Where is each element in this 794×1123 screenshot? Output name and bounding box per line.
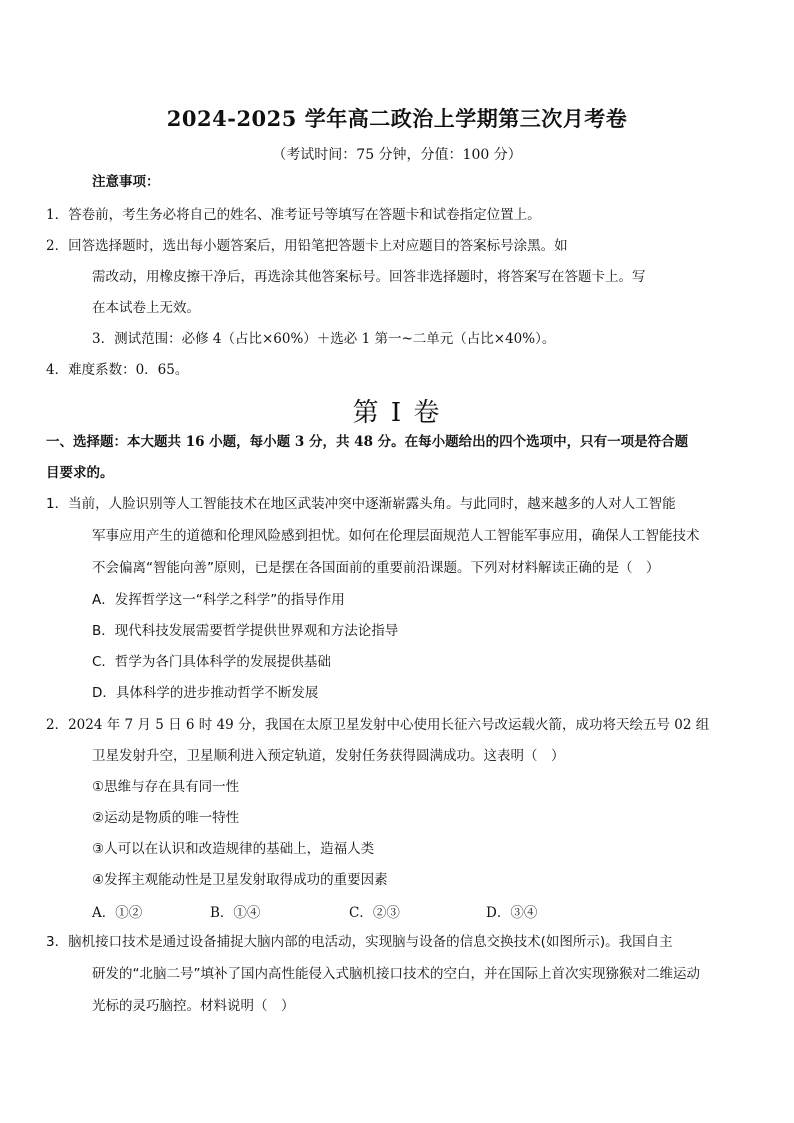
exam-subtitle: （考试时间：75 分钟，分值：100 分） <box>272 147 522 163</box>
notice-heading: 注意事项： <box>92 174 160 190</box>
q2-option-b: B．①④ <box>210 905 261 921</box>
q1-option-d: D．具体科学的进步推动哲学不断发展 <box>92 685 319 701</box>
q2-statement-2: ②运动是物质的唯一特性 <box>92 810 240 826</box>
q2-statement-4: ④发挥主观能动性是卫星发射取得成功的重要因素 <box>92 872 388 888</box>
notice-item-2-cont: 需改动，用橡皮擦干净后，再选涂其他答案标号。回答非选择题时，将答案写在答题卡上。写 <box>92 269 646 285</box>
notice-item-2: 2．回答选择题时，选出每小题答案后，用铅笔把答题卡上对应题目的答案标号涂黑。如 <box>46 238 568 254</box>
q3-stem-line-1: 3．脑机接口技术是通过设备捕捉大脑内部的电活动，实现脑与设备的信息交换技术(如图所示)。我国自主 <box>46 934 673 950</box>
exam-title: 2024-2025 学年高二政治上学期第三次月考卷 <box>166 106 628 131</box>
notice-item-2-cont2: 在本试卷上无效。 <box>92 300 200 316</box>
notice-item-1: 1．答卷前，考生务必将自己的姓名、准考证号等填写在答题卡和试卷指定位置上。 <box>46 207 541 223</box>
q1-stem-line-3: 不会偏离“智能向善”原则，已是摆在各国面前的重要前沿课题。下列对材料解读正确的是（ ） <box>92 560 660 576</box>
q2-option-d: D．③④ <box>486 905 538 921</box>
q1-stem-line-1: 1．当前，人脸识别等人工智能技术在地区武装冲突中逐渐崭露头角。与此同时，越来越多的人对人工智能 <box>46 496 676 512</box>
q1-option-b: B．现代科技发展需要哲学提供世界观和方法论指导 <box>92 623 399 639</box>
section-instructions-line-1: 一、选择题：本大题共 16 小题，每小题 3 分，共 48 分。在每小题给出的四个选项中，只有一项是符合题 <box>46 434 689 450</box>
q2-statement-3: ③人可以在认识和改造规律的基础上，造福人类 <box>92 841 375 857</box>
q2-stem-line-1: 2．2024 年 7 月 5 日 6 时 49 分，我国在太原卫星发射中心使用长征六号改运载火箭，成功将天绘五号 02 组 <box>46 717 710 733</box>
q1-stem-line-2: 军事应用产生的道德和伦理风险感到担忧。如何在伦理层面规范人工智能军事应用，确保人工智能技术 <box>92 528 700 544</box>
q2-stem-line-2: 卫星发射升空，卫星顺利进入预定轨道，发射任务获得圆满成功。这表明（ ） <box>92 748 565 764</box>
q2-statement-1: ①思维与存在具有同一性 <box>92 779 240 795</box>
section-title: 第 I 卷 <box>352 398 442 428</box>
notice-item-4: 4．难度系数：0．65。 <box>46 362 189 378</box>
q3-stem-line-2: 研发的“北脑二号”填补了国内高性能侵入式脑机接口技术的空白，并在国际上首次实现猕猴对二维运动 <box>92 966 700 982</box>
q2-option-a: A．①② <box>92 905 143 921</box>
notice-item-3: 3．测试范围：必修 4（占比×60%）＋选必 1 第一~二单元（占比×40%）。 <box>92 331 556 347</box>
q1-option-c: C．哲学为各门具体科学的发展提供基础 <box>92 654 331 670</box>
q2-option-c: C．②③ <box>349 905 400 921</box>
q1-option-a: A．发挥哲学这一“科学之科学”的指导作用 <box>92 592 345 608</box>
q3-stem-line-3: 光标的灵巧脑控。材料说明（ ） <box>92 998 295 1014</box>
section-instructions-line-2: 目要求的。 <box>46 465 114 481</box>
